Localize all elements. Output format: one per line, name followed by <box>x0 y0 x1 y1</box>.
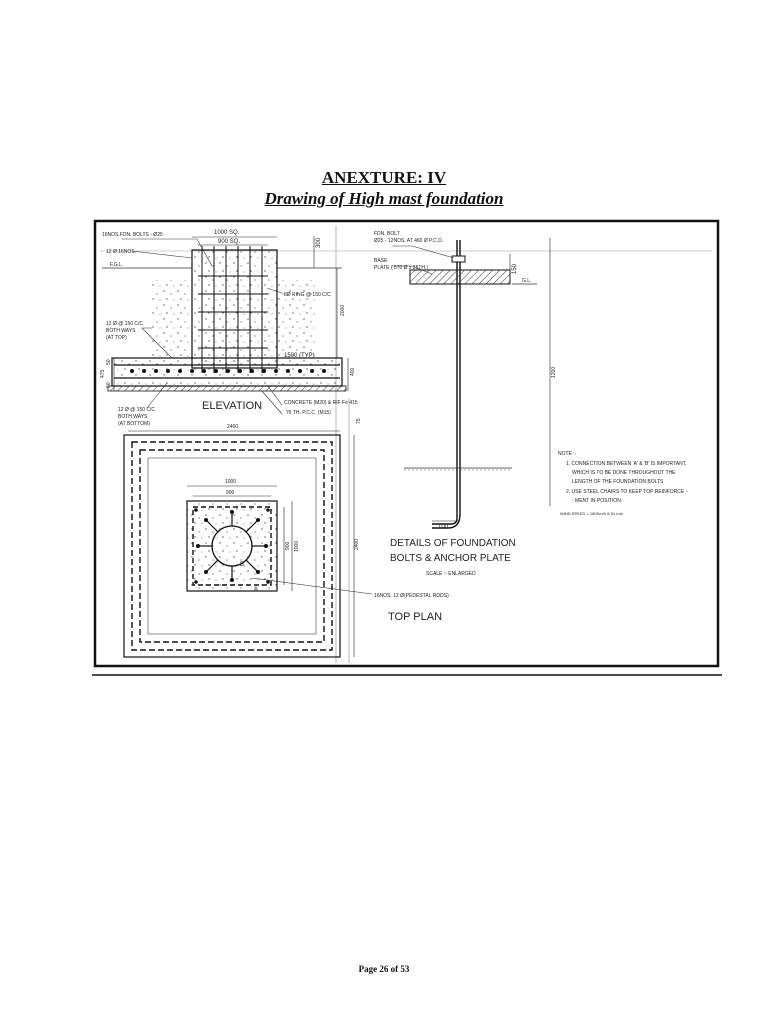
note-header: NOTE :- <box>558 451 577 457</box>
base-plate-label: BASE <box>374 258 388 264</box>
fdn-bolts-label: 16NOS.FDN. BOLTS - Ø25 <box>102 232 163 238</box>
note-wind-speed: WIND SPEED = 180Km/h & 51 m/s <box>560 511 623 516</box>
fdn-bolt-spec: Ø25 - 12NOS. AT 460 Ø P.C.D. <box>374 238 444 244</box>
base-plate-spec: PLATE ( 570 Ø x 25TH.) <box>374 265 429 271</box>
rebar-16nos-label: 12 Ø 16NOS. <box>106 249 137 255</box>
elevation-title: ELEVATION <box>202 400 263 412</box>
note-1b: WHICH IS TO BE DONE THROUGHOUT THE <box>572 470 676 476</box>
dim-1000: 1000 <box>225 479 237 485</box>
dim-100: 100 <box>438 524 449 530</box>
dim-50-top: 50 <box>106 359 112 365</box>
top-reinforcement-1: 12 Ø @ 150 C/C <box>106 321 144 327</box>
top-reinforcement-2: BOTH WAYS <box>106 328 136 334</box>
dim-1500-typ: 1500 (TYP) <box>284 353 315 359</box>
dim-475: 475 <box>100 369 106 378</box>
dim-2000: 2000 <box>340 304 346 316</box>
dim-2400-top: 2400 <box>227 424 239 430</box>
dim-1000-side: 1000 <box>294 540 300 552</box>
bottom-reinforcement-3: (AT BOTTOM) <box>118 421 150 427</box>
note-1a: 1. CONNECTION BETWEEN 'A' & 'B' IS IMPORTANT, <box>566 461 687 467</box>
bottom-reinforcement-2: BOTH WAYS <box>118 414 148 420</box>
gl-label: G.L. <box>522 278 532 284</box>
label-b: B <box>240 562 245 568</box>
scale-label: SCALE :- ENLARGED <box>426 571 476 577</box>
ring-label: 8Ø RING @ 150 C/C <box>284 292 331 298</box>
bolt-detail-title-1: DETAILS OF FOUNDATION <box>390 538 516 549</box>
top-reinforcement-3: (AT TOP) <box>106 335 127 341</box>
label-a: A <box>254 587 259 593</box>
note-2a: 2. USE STEEL CHAIRS TO KEEP TOP REINFORCE - <box>566 489 688 495</box>
concrete-note: CONCRETE (M20) & RIF Fe 415 <box>284 400 358 406</box>
page-number: Page 26 of 53 <box>358 964 410 974</box>
elevation-view <box>100 230 362 427</box>
dim-300: 300 <box>316 237 322 248</box>
pcc-note: 75 TH. P.C.C. (M15) <box>286 410 331 416</box>
bolt-detail-title-2: BOLTS & ANCHOR PLATE <box>390 553 511 564</box>
fgl-label: F.G.L. <box>110 262 124 268</box>
notes-block <box>558 451 688 516</box>
dim-900-side: 900 <box>285 541 291 550</box>
foundation-drawing <box>92 218 722 678</box>
dim-2400-side: 2400 <box>354 538 360 550</box>
dim-150: 150 <box>512 263 518 274</box>
top-plan-title: TOP PLAN <box>388 611 443 623</box>
dim-1200: 1200 <box>551 366 557 378</box>
drawing-title: Drawing of High mast foundation <box>264 189 504 208</box>
dim-900sq: 900 SQ. <box>218 239 241 245</box>
dim-1000sq: 1000 SQ. <box>214 230 240 236</box>
bolt-detail-view <box>374 231 557 577</box>
pedestal-rods-note: 16NOS. 12 Ø(PEDESTAL RODS) <box>374 593 449 599</box>
dim-900: 900 <box>226 490 235 496</box>
dim-400: 400 <box>350 367 356 376</box>
note-1c: LENGTH OF THE FOUNDATION BOLTS <box>572 479 664 485</box>
fdn-bolt-label: FDN. BOLT <box>374 231 400 237</box>
annexure-heading: ANEXTURE: IV <box>321 168 447 187</box>
dim-50-bottom: 50 <box>106 382 112 388</box>
bottom-reinforcement-1: 12 Ø @ 150 C/C <box>118 407 156 413</box>
dim-75: 75 <box>356 418 362 424</box>
note-2b: - MENT IN POSITION. <box>572 498 623 504</box>
